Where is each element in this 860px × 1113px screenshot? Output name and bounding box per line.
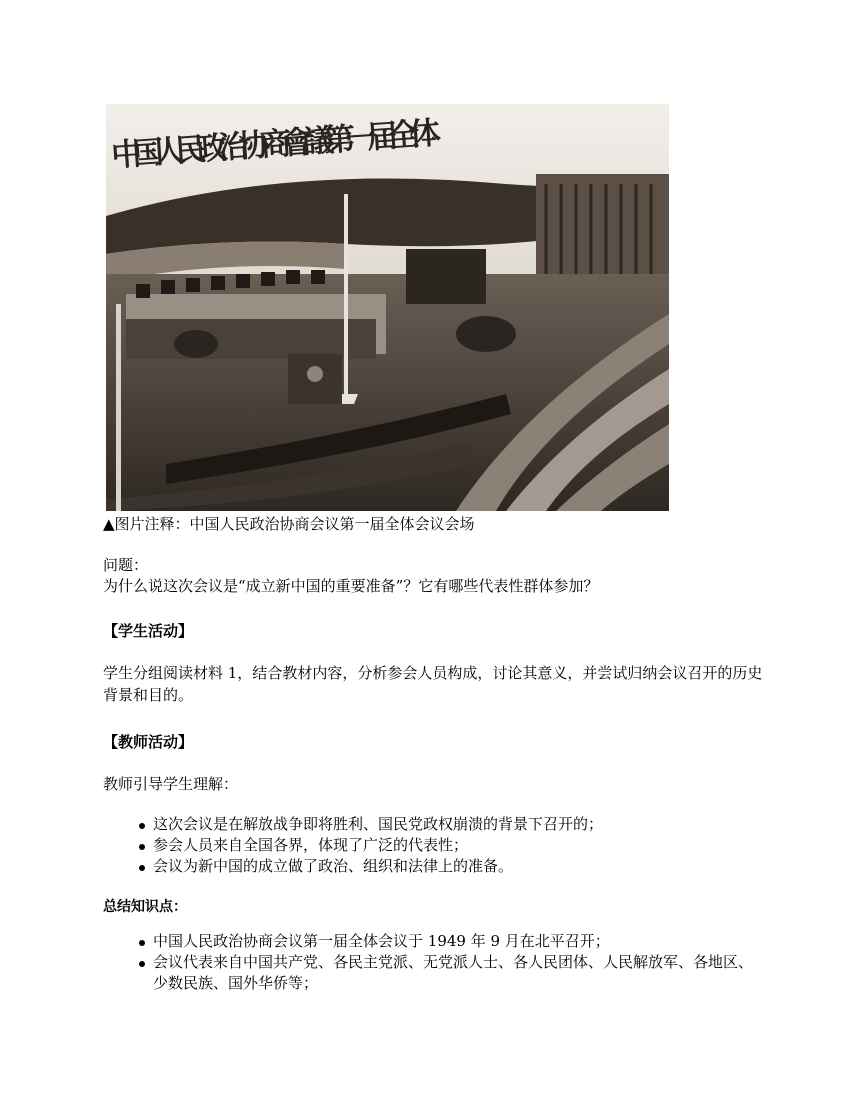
bullet-icon [139, 823, 145, 829]
student-activity-heading: 【学生活动】 [103, 622, 194, 640]
bullet-icon [139, 961, 145, 967]
summary-heading: 总结知识点： [103, 899, 187, 915]
teacher-activity-heading: 【教师活动】 [103, 733, 194, 751]
list-item [103, 814, 763, 835]
question-text: 为什么说这次会议是“成立新中国的重要准备”？它有哪些代表性群体参加？ [103, 577, 599, 595]
list-item-text: 会议为新中国的成立做了政治、组织和法律上的准备。 [153, 857, 514, 875]
list-item-text: 中国人民政治协商会议第一届全体会议于 1949 年 9 月在北平召开； [153, 932, 610, 950]
list-item-text: 会议代表来自中国共产党、各民主党派、无党派人士、各人民团体、人民解放军、各地区、少数民族、国外华侨等； [153, 953, 754, 992]
teacher-activity-intro: 教师引导学生理解： [103, 775, 239, 793]
list-item [103, 931, 763, 952]
bullet-icon [139, 940, 145, 946]
meeting-hall-photo [106, 104, 669, 511]
list-item-text: 这次会议是在解放战争即将胜利、国民党政权崩溃的背景下召开的； [153, 815, 604, 833]
banner-text: 中国人民政治协商會議第一届全体 [110, 115, 442, 174]
list-item [103, 952, 763, 994]
student-activity-text: 学生分组阅读材料 1，结合教材内容，分析参会人员构成，讨论其意义，并尝试归纳会议召开的历史背景和目的。 [103, 664, 763, 704]
summary-points-list [103, 931, 763, 994]
teacher-points-list [103, 814, 763, 877]
list-item [103, 835, 763, 856]
list-item [103, 856, 763, 877]
bullet-icon [139, 844, 145, 850]
question-label: 问题： [103, 556, 149, 574]
photo-caption: ▲图片注释：中国人民政治协商会议第一届全体会议会场 [103, 515, 475, 533]
bullet-icon [139, 865, 145, 871]
list-item-text: 参会人员来自全国各界，体现了广泛的代表性； [153, 836, 469, 854]
